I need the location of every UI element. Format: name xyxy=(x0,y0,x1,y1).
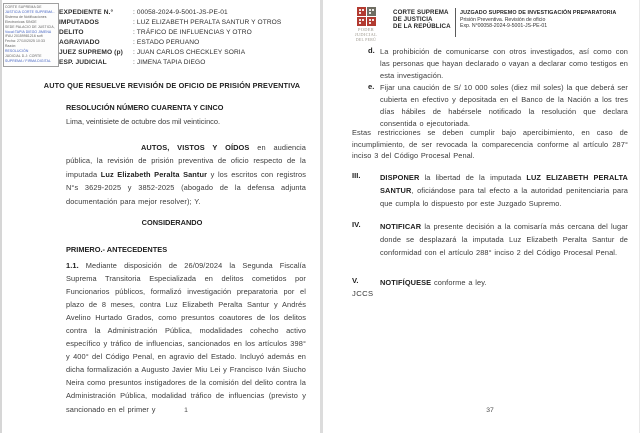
paragraph-number: 1.1. xyxy=(66,261,79,270)
poder-judicial-logo xyxy=(351,7,381,42)
case-field-value: : JIMENA TAPIA DIEGO xyxy=(133,59,206,67)
case-info-block xyxy=(460,10,616,29)
case-field-value: : 00058-2024-9-5001-JS-PE-01 xyxy=(133,9,228,16)
item-text-run: , oficiándose para tal efecto a la autoridad penitenciaria para que cumpla lo dispuesto por este Juzgado Supremo. xyxy=(380,186,628,208)
court-name-line: DE JUSTICIA xyxy=(393,16,433,23)
logo-caption-line: DEL PERÚ xyxy=(355,37,377,42)
stamp-line: SEDE PALACIO DE JUSTICIA, xyxy=(5,24,55,29)
item-verb-bold: NOTIFÍQUESE xyxy=(380,278,432,287)
numbered-item-iv xyxy=(352,220,628,259)
case-field-label: JUEZ SUPREMO (p) xyxy=(59,49,123,57)
case-info-expediente: Exp. N°00058-2024-9-5001-JS-PE-01 xyxy=(460,23,548,29)
numbered-item-v xyxy=(352,276,628,289)
defendant-name-bold: Luz Elizabeth Peralta Santur xyxy=(100,169,208,179)
item-text: Fijar una caución de S/ 10 000 soles (diez mil soles) la que deberá ser cubierta en efectivo y depositada en el Banco de la Nación a los tres días hábiles de habérsele notificado la resolución que declara consentida o ejecutoriada. xyxy=(380,83,628,128)
case-header-row xyxy=(59,48,281,58)
court-name-line: DE LA REPÚBLICA xyxy=(393,23,451,30)
stamp-line: Fecha: 27/10/2025 10:33 Razón: xyxy=(5,39,46,49)
document-page-37 xyxy=(323,0,639,433)
logo-caption xyxy=(351,28,381,42)
item-marker: III. xyxy=(352,171,361,180)
judge-initials: JCCS xyxy=(352,289,374,298)
item-marker: e. xyxy=(368,82,375,91)
item-text xyxy=(380,171,628,210)
item-marker: d. xyxy=(368,46,375,55)
poder-judicial-logo-icon xyxy=(357,7,376,26)
paragraph-text: y los escritos con registros N°s 3629-2025 y 3852-2025 (abogado de la defensa adjunta documentación para mejor resolver); Y. xyxy=(66,169,307,206)
page-number: 37 xyxy=(486,407,494,414)
case-header-row xyxy=(59,8,281,18)
letterhead xyxy=(323,0,639,42)
case-field-value: : ESTADO PERUANO xyxy=(133,39,200,47)
paragraph-bold-lead: AUTOS, VISTOS Y OÍDOS xyxy=(141,143,250,152)
case-info-court: JUZGADO SUPREMO DE INVESTIGACIÓN PREPARATORIA xyxy=(460,10,617,16)
case-field-label: AGRAVIADO xyxy=(59,39,100,47)
logo-tile xyxy=(367,17,376,26)
numbered-item-iii xyxy=(352,171,628,210)
case-field-value: : TRÁFICO DE INFLUENCIAS Y OTRO xyxy=(133,29,252,37)
stamp-line: JUSTICIA CORTE SUPREMA - xyxy=(5,9,55,14)
stamp-line: SUPREMA / FIRMA DIGITAL xyxy=(5,58,51,63)
case-header-row xyxy=(59,28,281,38)
restrictions-closing-paragraph: Estas restricciones se deben cumplir bajo apercibimiento, en caso de incumplimiento, de ser revocada la comparecencia conforme al artículo 287° inciso 3 del Código Procesal Penal. xyxy=(352,128,628,161)
case-field-value: : JUAN CARLOS CHECKLEY SORIA xyxy=(133,49,246,57)
stamp-line: Electronicas SINOE xyxy=(5,19,37,24)
stamp-line: /FAU 20159981216 soft xyxy=(5,34,43,39)
logo-tile xyxy=(367,7,376,16)
item-verb-bold: DISPONER xyxy=(380,173,420,182)
case-header-row xyxy=(59,18,281,28)
item-text xyxy=(380,220,628,259)
resolution-number-heading: RESOLUCIÓN NÚMERO CUARENTA Y CINCO xyxy=(66,103,224,112)
item-text xyxy=(380,276,628,289)
court-name-line: CORTE SUPREMA xyxy=(393,9,449,16)
page-number: 1 xyxy=(184,407,188,414)
item-marker: IV. xyxy=(352,220,361,229)
case-header-row xyxy=(59,58,281,68)
logo-tile xyxy=(357,17,366,26)
paragraph-1-1 xyxy=(66,259,306,416)
item-text-run: la libertad de la imputada xyxy=(419,173,527,182)
case-field-value: : LUZ ELIZABETH PERALTA SANTUR Y OTROS xyxy=(133,19,282,27)
stamp-line: Vocal:TAPIA DIEGO JIMENA xyxy=(5,29,52,34)
logo-caption-line: PODER JUDICIAL xyxy=(354,27,378,37)
stamp-line: Sistema de Notificaciones xyxy=(5,14,47,19)
case-info-subject: Prisión Preventiva. Revisión de oficio xyxy=(460,16,546,23)
paragraph-text: Mediante disposición de 26/09/2024 la Segunda Fiscalía Suprema Transitoria Especializada en delitos cometidos por Funcionarios públicos, formalizó investigación preparatoria por el plazo de 8 meses, contra Luz Elizabeth Peralta Santur y Andrés Avelino Hurtado Grados, como presuntos coautores de los delitos contra la Administración Pública, modalidades cohecho activo específico y tráfico de influencias, sancionados en los artículos 398° y 400° del Código Penal, en agravio del Estado. Incluyó además en dicha formalización a Augusto Javier Miu Lei y Francisco Iván Siucho Neira como presuntos instigadores de la comisión del delito contra la Administración Pública, modalidad tráfico de influencias (previsto y sancionado en el primer y xyxy=(66,261,306,414)
item-verb-bold: NOTIFICAR xyxy=(380,222,422,231)
item-text-run: conforme a ley. xyxy=(431,278,487,287)
item-marker: V. xyxy=(352,276,359,285)
case-field-label: ESP. JUDICIAL xyxy=(59,59,107,67)
item-text: La prohibición de comunicarse con otros investigados, así como con las personas que hayan declarado o vayan a declarar como testigos en esta investigación. xyxy=(380,47,628,80)
header-divider xyxy=(455,8,456,37)
stamp-line: JUDICIAL D.J: CORTE xyxy=(5,54,42,59)
dateline: Lima, veintisiete de octubre dos mil veinticinco. xyxy=(66,117,221,126)
case-field-label: DELITO xyxy=(59,29,84,37)
logo-tile xyxy=(357,7,366,16)
case-header-row xyxy=(59,38,281,48)
case-field-label: IMPUTADOS xyxy=(59,19,99,27)
defendant-name-bold: LUZ ELIZABETH PERALTA SANTUR xyxy=(380,173,628,195)
lettered-item-d xyxy=(352,46,628,82)
case-field-label: EXPEDIENTE N.° xyxy=(59,9,114,16)
case-header-block xyxy=(59,8,281,69)
paragraph-text: en audiencia pública, la revisión de prisión preventiva de oficio respecto de la imputada xyxy=(66,143,306,179)
lettered-item-e xyxy=(352,82,628,130)
section-heading-primero: PRIMERO.- ANTECEDENTES xyxy=(66,245,168,254)
stamp-line: CORTE SUPREMA DE xyxy=(5,5,42,9)
document-title: AUTO QUE RESUELVE REVISIÓN DE OFICIO DE PRISIÓN PREVENTIVA xyxy=(43,81,301,90)
court-name-block xyxy=(393,9,451,30)
stamp-line: RESOLUCIÓN xyxy=(5,49,29,54)
autos-vistos-paragraph xyxy=(66,141,306,208)
document-page-1 xyxy=(2,0,320,433)
considerando-heading: CONSIDERANDO xyxy=(141,218,203,227)
item-text-run: la presente decisión a la comisaría más cercana del lugar donde se desplazará la imputada Luz Elizabeth Peralta Santur de conformidad con el artículo 288° inciso 2 del Código Procesal Penal. xyxy=(380,222,628,257)
sinoe-signature-stamp xyxy=(3,3,59,67)
